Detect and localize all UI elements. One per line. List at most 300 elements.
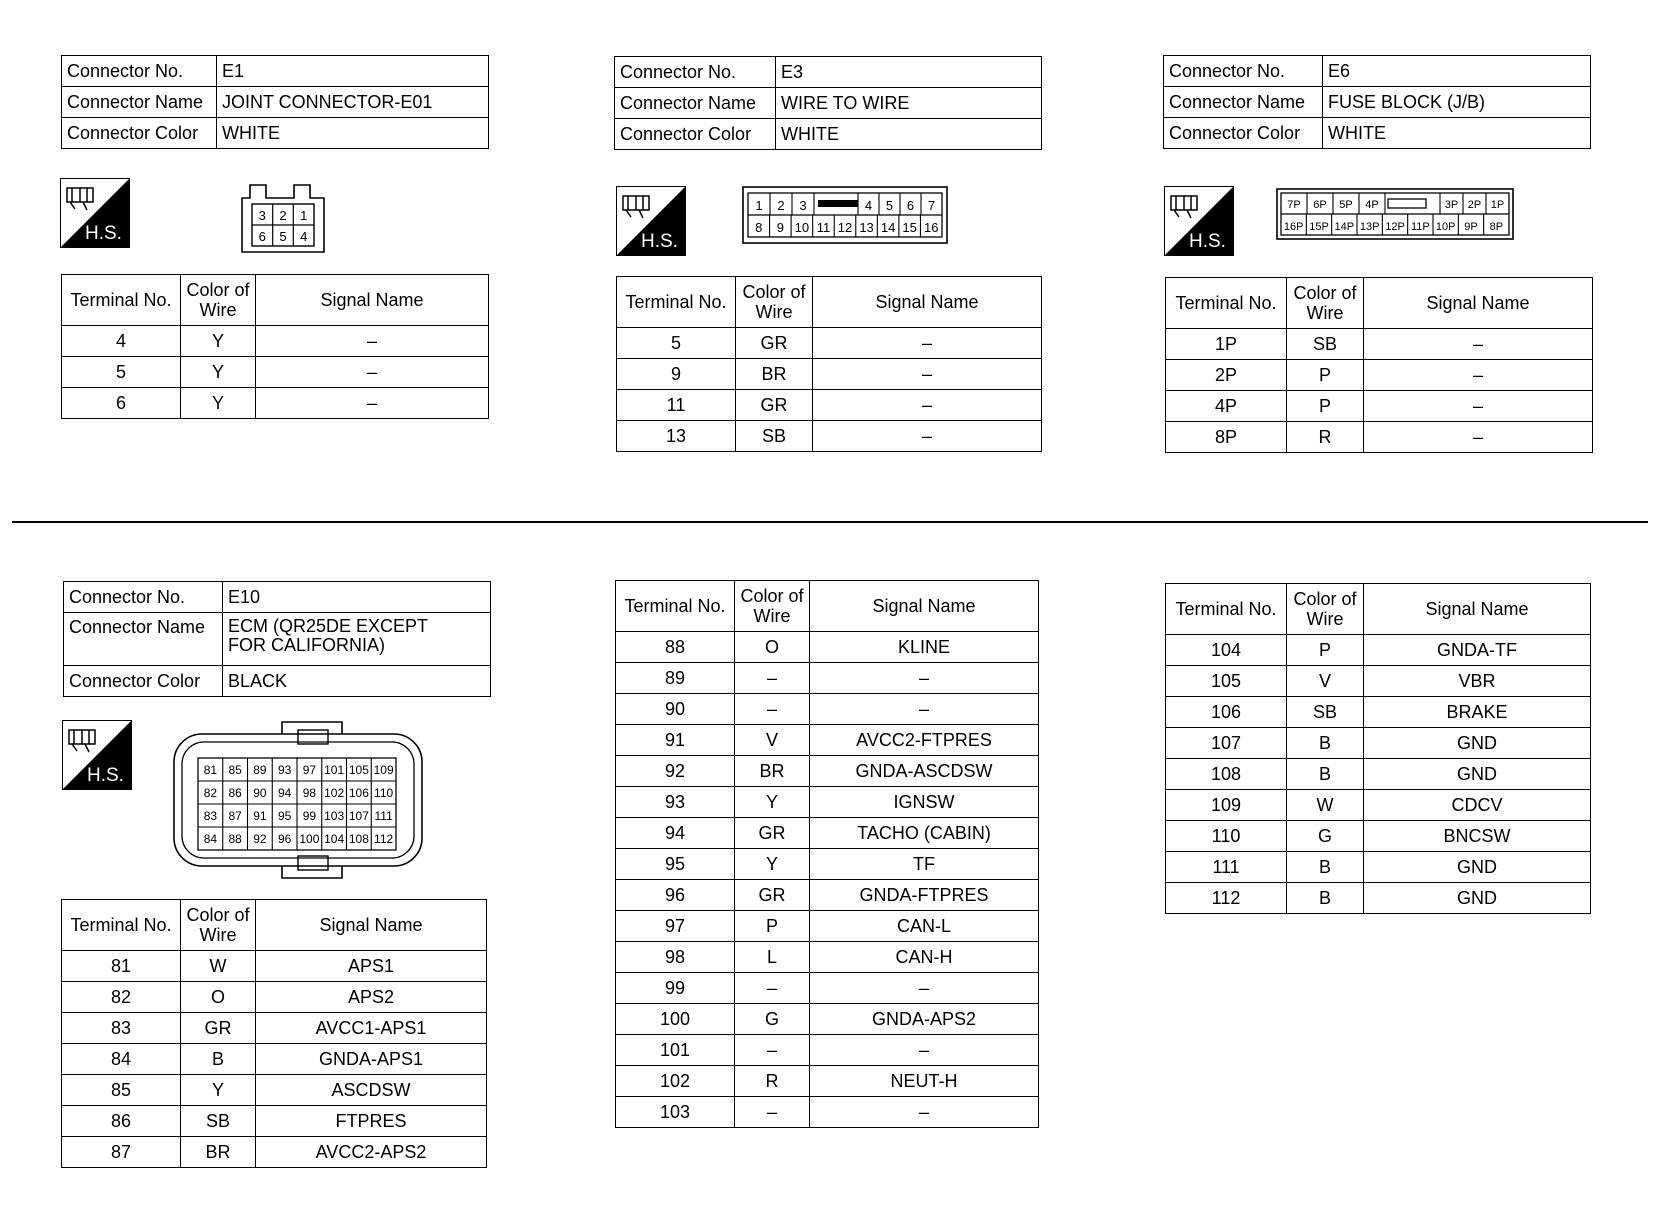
terminal-no-header: Terminal No. [62, 275, 181, 326]
terminal-no-cell: 83 [62, 1013, 181, 1044]
table-row [1166, 852, 1591, 883]
terminal-no-header: Terminal No. [616, 581, 735, 632]
connector-name-label: Connector Name [1164, 87, 1323, 118]
wire-color-cell: V [1287, 666, 1364, 697]
signal-name-cell: GNDA-FTPRES [810, 880, 1039, 911]
signal-name-cell: – [256, 326, 489, 357]
terminal-pin-label: 100 [299, 832, 320, 846]
connector-color-label: Connector Color [615, 119, 776, 150]
terminal-pin-label: 110 [374, 786, 394, 800]
terminal-pin-label: 112 [374, 832, 394, 846]
wire-color-cell: – [735, 663, 810, 694]
signal-name-cell: IGNSW [810, 787, 1039, 818]
terminal-no-header: Terminal No. [617, 277, 736, 328]
wire-color-header: Color of Wire [736, 277, 813, 328]
table-row [617, 328, 1042, 359]
wire-color-cell: Y [181, 388, 256, 419]
terminal-pin-label: 4P [1365, 199, 1379, 211]
connector-no-label: Connector No. [62, 56, 217, 87]
e10-terminal-table-a [61, 899, 487, 1168]
table-row [62, 326, 489, 357]
terminal-pin-label: 16P [1283, 221, 1304, 233]
table-row [616, 756, 1039, 787]
table-row [1166, 422, 1593, 453]
wire-color-cell: BR [735, 756, 810, 787]
terminal-no-cell: 106 [1166, 697, 1287, 728]
e10-connector-face [170, 718, 426, 882]
terminal-pin-label: 105 [348, 763, 369, 777]
wire-color-cell: P [1287, 635, 1364, 666]
connector-color-value: WHITE [1323, 118, 1591, 149]
terminal-pin-label: 2P [1467, 199, 1482, 211]
terminal-no-cell: 111 [1166, 852, 1287, 883]
terminal-pin-label: 108 [348, 832, 369, 846]
terminal-pin-label: 9P [1464, 221, 1478, 233]
table-row [616, 1035, 1039, 1066]
terminal-pin-label: 1P [1490, 199, 1505, 211]
signal-name-cell: – [810, 694, 1039, 725]
terminal-pin-label: 82 [203, 786, 218, 800]
terminal-no-cell: 1P [1166, 329, 1287, 360]
terminal-pin-label: 15 [902, 220, 917, 235]
signal-name-cell: – [813, 390, 1042, 421]
terminal-no-cell: 13 [617, 421, 736, 452]
terminal-pin-label: 1 [300, 208, 308, 223]
terminal-no-cell: 5 [617, 328, 736, 359]
connector-no-value: E10 [223, 582, 491, 613]
terminal-no-cell: 2P [1166, 360, 1287, 391]
table-row [1166, 697, 1591, 728]
table-row [62, 951, 487, 982]
terminal-no-cell: 90 [616, 694, 735, 725]
wire-color-cell: GR [736, 328, 813, 359]
terminal-no-cell: 104 [1166, 635, 1287, 666]
terminal-no-cell: 6 [62, 388, 181, 419]
terminal-pin-label: 9 [776, 220, 784, 235]
signal-name-cell: BRAKE [1364, 697, 1591, 728]
hs-label: H.S. [641, 231, 678, 252]
wire-color-cell: G [1287, 821, 1364, 852]
terminal-pin-label: 109 [373, 763, 394, 777]
signal-name-cell: AVCC2-APS2 [256, 1137, 487, 1168]
signal-name-cell: – [1364, 329, 1593, 360]
signal-name-cell: – [1364, 391, 1593, 422]
terminal-pin-label: 1 [755, 198, 763, 213]
table-row [617, 421, 1042, 452]
wire-color-cell: B [181, 1044, 256, 1075]
terminal-no-cell: 92 [616, 756, 735, 787]
signal-name-header: Signal Name [1364, 278, 1593, 329]
wire-color-cell: B [1287, 852, 1364, 883]
terminal-no-header: Terminal No. [1166, 584, 1287, 635]
wire-color-cell: Y [735, 849, 810, 880]
wire-color-cell: R [1287, 422, 1364, 453]
terminal-pin-label: 98 [302, 786, 317, 800]
section-divider [12, 521, 1648, 523]
connector-name-value: ECM (QR25DE EXCEPT FOR CALIFORNIA) [223, 613, 491, 666]
terminal-no-cell: 86 [62, 1106, 181, 1137]
terminal-pin-label: 93 [277, 763, 292, 777]
wire-color-cell: BR [181, 1137, 256, 1168]
terminal-pin-label: 14P [1334, 221, 1355, 233]
hs-label: H.S. [85, 223, 122, 244]
table-row [62, 1075, 487, 1106]
terminal-no-cell: 94 [616, 818, 735, 849]
terminal-pin-label: 106 [348, 786, 369, 800]
terminal-no-cell: 82 [62, 982, 181, 1013]
table-row [62, 1044, 487, 1075]
terminal-no-cell: 89 [616, 663, 735, 694]
wire-color-cell: SB [181, 1106, 256, 1137]
signal-name-cell: CAN-H [810, 942, 1039, 973]
terminal-pin-label: 10 [794, 220, 810, 235]
terminal-no-cell: 93 [616, 787, 735, 818]
signal-name-cell: TACHO (CABIN) [810, 818, 1039, 849]
terminal-no-cell: 98 [616, 942, 735, 973]
wire-color-cell: O [735, 632, 810, 663]
signal-name-cell: – [810, 1097, 1039, 1128]
e6-connector-face [1276, 188, 1514, 240]
table-row [616, 942, 1039, 973]
terminal-no-cell: 88 [616, 632, 735, 663]
e6-info-table [1163, 55, 1591, 149]
terminal-no-cell: 87 [62, 1137, 181, 1168]
terminal-pin-label: 12P [1385, 221, 1405, 233]
harness-side-icon [616, 186, 686, 256]
terminal-pin-label: 102 [324, 786, 345, 800]
terminal-no-cell: 9 [617, 359, 736, 390]
terminal-pin-label: 85 [228, 763, 242, 777]
signal-name-cell: APS1 [256, 951, 487, 982]
table-row [616, 694, 1039, 725]
terminal-pin-label: 8P [1489, 221, 1504, 233]
terminal-pin-label: 3 [799, 198, 807, 213]
table-row [616, 663, 1039, 694]
terminal-no-cell: 84 [62, 1044, 181, 1075]
e10-terminal-table-c [1165, 583, 1591, 914]
wire-color-cell: Y [181, 1075, 256, 1106]
terminal-pin-label: 2 [777, 198, 785, 213]
e1-terminal-table [61, 274, 489, 419]
table-row [1166, 360, 1593, 391]
terminal-pin-label: 11 [816, 220, 831, 235]
wire-color-cell: B [1287, 728, 1364, 759]
signal-name-cell: GNDA-APS2 [810, 1004, 1039, 1035]
terminal-pin-label: 2 [279, 208, 287, 223]
terminal-pin-label: 5 [885, 198, 894, 213]
wire-color-cell: BR [736, 359, 813, 390]
signal-name-cell: KLINE [810, 632, 1039, 663]
terminal-no-cell: 85 [62, 1075, 181, 1106]
e3-connector-face [742, 186, 948, 244]
terminal-pin-label: 4 [300, 229, 308, 244]
wire-color-cell: SB [1287, 329, 1364, 360]
terminal-pin-label: 107 [348, 809, 369, 823]
connector-name-value: FUSE BLOCK (J/B) [1323, 87, 1591, 118]
connector-name-value: JOINT CONNECTOR-E01 [217, 87, 489, 118]
terminal-pin-label: 97 [302, 763, 317, 777]
table-row [617, 359, 1042, 390]
connector-name-label: Connector Name [615, 88, 776, 119]
wire-color-cell: – [735, 1097, 810, 1128]
wire-color-cell: GR [736, 390, 813, 421]
connector-no-value: E1 [217, 56, 489, 87]
table-row [1166, 759, 1591, 790]
signal-name-cell: GNDA-APS1 [256, 1044, 487, 1075]
terminal-pin-label: 95 [277, 809, 292, 823]
signal-name-cell: GND [1364, 852, 1591, 883]
terminal-no-cell: 102 [616, 1066, 735, 1097]
table-row [617, 390, 1042, 421]
signal-name-cell: GND [1364, 728, 1591, 759]
table-row [616, 849, 1039, 880]
wire-color-cell: B [1287, 759, 1364, 790]
e6-terminal-table [1165, 277, 1593, 453]
table-row [1166, 666, 1591, 697]
terminal-no-header: Terminal No. [1166, 278, 1287, 329]
wire-color-cell: G [735, 1004, 810, 1035]
wire-color-header: Color of Wire [735, 581, 810, 632]
signal-name-cell: APS2 [256, 982, 487, 1013]
table-row [1166, 790, 1591, 821]
terminal-pin-label: 92 [253, 832, 267, 846]
table-row [1166, 635, 1591, 666]
wire-color-cell: GR [735, 818, 810, 849]
signal-name-cell: GND [1364, 759, 1591, 790]
terminal-pin-label: 84 [203, 832, 218, 846]
terminal-no-cell: 97 [616, 911, 735, 942]
signal-name-cell: GNDA-ASCDSW [810, 756, 1039, 787]
signal-name-cell: AVCC2-FTPRES [810, 725, 1039, 756]
e10-info-table [63, 581, 491, 697]
terminal-pin-label: 7 [927, 198, 936, 213]
table-row [616, 725, 1039, 756]
terminal-pin-label: 4 [864, 198, 873, 213]
connector-color-value: BLACK [223, 666, 491, 697]
terminal-pin-label: 89 [253, 763, 267, 777]
e1-connector-face [240, 182, 326, 258]
harness-side-icon [60, 178, 130, 248]
signal-name-cell: – [810, 663, 1039, 694]
terminal-pin-label: 94 [277, 786, 292, 800]
terminal-no-cell: 99 [616, 973, 735, 1004]
wire-color-cell: GR [735, 880, 810, 911]
wire-color-cell: B [1287, 883, 1364, 914]
connector-no-value: E6 [1323, 56, 1591, 87]
table-row [616, 818, 1039, 849]
terminal-pin-label: 6 [906, 198, 915, 213]
signal-name-cell: ASCDSW [256, 1075, 487, 1106]
connector-no-label: Connector No. [615, 57, 776, 88]
wire-color-header: Color of Wire [1287, 278, 1364, 329]
terminal-no-cell: 4P [1166, 391, 1287, 422]
connector-name-value: WIRE TO WIRE [776, 88, 1042, 119]
terminal-no-cell: 4 [62, 326, 181, 357]
terminal-pin-label: 13 [859, 220, 874, 235]
connector-name-label: Connector Name [62, 87, 217, 118]
terminal-pin-label: 16 [923, 220, 939, 235]
signal-name-header: Signal Name [256, 275, 489, 326]
terminal-pin-label: 5 [279, 229, 287, 244]
signal-name-cell: – [813, 328, 1042, 359]
terminal-no-cell: 95 [616, 849, 735, 880]
table-row [62, 1137, 487, 1168]
terminal-no-cell: 8P [1166, 422, 1287, 453]
terminal-pin-label: 90 [253, 786, 267, 800]
signal-name-cell: – [810, 1035, 1039, 1066]
connector-no-label: Connector No. [64, 582, 223, 613]
terminal-pin-label: 15P [1309, 221, 1329, 233]
signal-name-header: Signal Name [1364, 584, 1591, 635]
wire-color-header: Color of Wire [1287, 584, 1364, 635]
table-row [616, 1066, 1039, 1097]
terminal-no-cell: 91 [616, 725, 735, 756]
table-row [1166, 821, 1591, 852]
connector-no-value: E3 [776, 57, 1042, 88]
terminal-pin-label: 8 [755, 220, 763, 235]
table-row [616, 1097, 1039, 1128]
wire-color-cell: SB [736, 421, 813, 452]
table-row [62, 388, 489, 419]
e3-terminal-table [616, 276, 1042, 452]
terminal-pin-label: 88 [228, 832, 242, 846]
wire-color-cell: P [735, 911, 810, 942]
terminal-pin-label: 96 [277, 832, 292, 846]
wire-color-cell: R [735, 1066, 810, 1097]
terminal-pin-label: 11P [1410, 221, 1430, 233]
terminal-no-cell: 105 [1166, 666, 1287, 697]
terminal-no-cell: 103 [616, 1097, 735, 1128]
terminal-pin-label: 101 [324, 763, 345, 777]
wire-color-cell: – [735, 1035, 810, 1066]
signal-name-cell: – [1364, 360, 1593, 391]
wire-color-cell: P [1287, 391, 1364, 422]
terminal-pin-label: 12 [837, 220, 853, 235]
table-row [616, 973, 1039, 1004]
connector-no-label: Connector No. [1164, 56, 1323, 87]
terminal-pin-label: 83 [203, 809, 218, 823]
terminal-pin-label: 81 [203, 763, 218, 777]
wire-color-cell: Y [181, 357, 256, 388]
wire-color-cell: L [735, 942, 810, 973]
harness-side-icon [1164, 186, 1234, 256]
terminal-no-cell: 112 [1166, 883, 1287, 914]
wire-color-cell: Y [735, 787, 810, 818]
wire-color-cell: Y [181, 326, 256, 357]
signal-name-cell: TF [810, 849, 1039, 880]
signal-name-cell: GNDA-TF [1364, 635, 1591, 666]
signal-name-cell: CDCV [1364, 790, 1591, 821]
terminal-no-cell: 11 [617, 390, 736, 421]
e10-terminal-table-b [615, 580, 1039, 1128]
terminal-no-cell: 81 [62, 951, 181, 982]
signal-name-header: Signal Name [256, 900, 487, 951]
connector-color-label: Connector Color [62, 118, 217, 149]
harness-side-icon [62, 720, 132, 790]
terminal-pin-label: 86 [228, 786, 242, 800]
terminal-pin-label: 91 [253, 809, 267, 823]
wire-color-header: Color of Wire [181, 275, 256, 326]
signal-name-cell: – [810, 973, 1039, 1004]
terminal-pin-label: 5P [1339, 199, 1353, 211]
terminal-pin-label: 6P [1313, 199, 1327, 211]
terminal-pin-label: 10P [1435, 221, 1456, 233]
terminal-pin-label: 111 [374, 809, 393, 823]
signal-name-header: Signal Name [810, 581, 1039, 632]
terminal-pin-label: 3 [258, 208, 266, 223]
signal-name-cell: CAN-L [810, 911, 1039, 942]
table-row [616, 911, 1039, 942]
wire-color-cell: GR [181, 1013, 256, 1044]
terminal-pin-label: 104 [324, 832, 345, 846]
terminal-pin-label: 6 [258, 229, 266, 244]
terminal-no-cell: 96 [616, 880, 735, 911]
signal-name-cell: GND [1364, 883, 1591, 914]
terminal-no-cell: 107 [1166, 728, 1287, 759]
signal-name-cell: – [256, 388, 489, 419]
signal-name-header: Signal Name [813, 277, 1042, 328]
hs-label: H.S. [87, 765, 124, 786]
terminal-no-header: Terminal No. [62, 900, 181, 951]
connector-color-value: WHITE [776, 119, 1042, 150]
wire-color-cell: P [1287, 360, 1364, 391]
connector-color-label: Connector Color [1164, 118, 1323, 149]
wire-color-cell: SB [1287, 697, 1364, 728]
wire-color-header: Color of Wire [181, 900, 256, 951]
terminal-pin-label: 99 [302, 809, 317, 823]
table-row [62, 1106, 487, 1137]
wire-color-cell: W [181, 951, 256, 982]
table-row [1166, 728, 1591, 759]
table-row [616, 1004, 1039, 1035]
connector-name-label: Connector Name [64, 613, 223, 666]
signal-name-cell: – [813, 421, 1042, 452]
terminal-pin-label: 103 [324, 809, 345, 823]
signal-name-cell: – [813, 359, 1042, 390]
terminal-no-cell: 110 [1166, 821, 1287, 852]
table-row [616, 880, 1039, 911]
terminal-pin-label: 7P [1287, 199, 1301, 211]
terminal-pin-label: 3P [1444, 199, 1459, 211]
terminal-no-cell: 5 [62, 357, 181, 388]
terminal-pin-label: 13P [1359, 221, 1380, 233]
table-row [62, 1013, 487, 1044]
wire-color-cell: – [735, 973, 810, 1004]
wire-color-cell: W [1287, 790, 1364, 821]
e1-info-table [61, 55, 489, 149]
table-row [616, 632, 1039, 663]
wire-color-cell: V [735, 725, 810, 756]
signal-name-cell: FTPRES [256, 1106, 487, 1137]
signal-name-cell: BNCSW [1364, 821, 1591, 852]
signal-name-cell: – [256, 357, 489, 388]
signal-name-cell: NEUT-H [810, 1066, 1039, 1097]
table-row [62, 357, 489, 388]
table-row [1166, 329, 1593, 360]
signal-name-cell: VBR [1364, 666, 1591, 697]
terminal-pin-label: 14 [880, 220, 896, 235]
terminal-no-cell: 108 [1166, 759, 1287, 790]
terminal-no-cell: 109 [1166, 790, 1287, 821]
connector-color-label: Connector Color [64, 666, 223, 697]
table-row [62, 982, 487, 1013]
table-row [1166, 391, 1593, 422]
connector-color-value: WHITE [217, 118, 489, 149]
e3-info-table [614, 56, 1042, 150]
terminal-pin-label: 87 [228, 809, 242, 823]
wire-color-cell: O [181, 982, 256, 1013]
table-row [616, 787, 1039, 818]
